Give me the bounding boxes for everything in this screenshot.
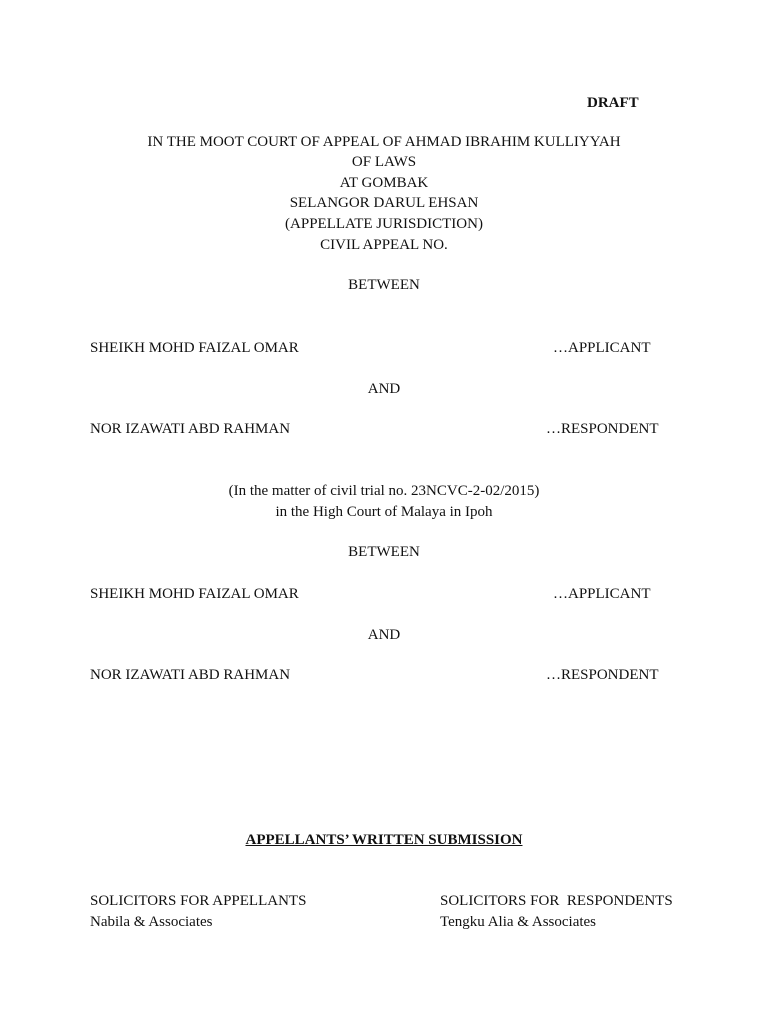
appeal-and: AND bbox=[367, 381, 401, 397]
respondents-solicitors-heading: SOLICITORS FOR RESPONDENTS bbox=[440, 893, 673, 909]
matter-line-1: (In the matter of civil trial no. 23NCVC-2-02/2015) bbox=[228, 483, 540, 499]
appeal-party2-name: NOR IZAWATI ABD RAHMAN bbox=[90, 421, 291, 437]
appeal-party1-name: SHEIKH MOHD FAIZAL OMAR bbox=[90, 340, 299, 356]
trial-between: BETWEEN bbox=[348, 544, 420, 560]
court-line-6: CIVIL APPEAL NO. bbox=[320, 237, 448, 253]
court-line-5: (APPELLATE JURISDICTION) bbox=[285, 216, 483, 232]
court-line-3: AT GOMBAK bbox=[339, 175, 429, 191]
court-line-2: OF LAWS bbox=[351, 154, 417, 170]
appellants-solicitors-heading: SOLICITORS FOR APPELLANTS bbox=[90, 893, 307, 909]
appeal-between: BETWEEN bbox=[348, 277, 420, 293]
draft-label: DRAFT bbox=[587, 95, 639, 111]
court-line-1: IN THE MOOT COURT OF APPEAL OF AHMAD IBRAHIM KULLIYYAH bbox=[147, 134, 621, 150]
trial-party1-role: …APPLICANT bbox=[553, 586, 651, 602]
trial-party2-name: NOR IZAWATI ABD RAHMAN bbox=[90, 667, 291, 683]
matter-line-2: in the High Court of Malaya in Ipoh bbox=[275, 504, 493, 520]
trial-party2-role: …RESPONDENT bbox=[546, 667, 659, 683]
trial-party1-name: SHEIKH MOHD FAIZAL OMAR bbox=[90, 586, 299, 602]
appeal-party2-role: …RESPONDENT bbox=[546, 421, 659, 437]
appellants-solicitors-firm: Nabila & Associates bbox=[90, 914, 213, 930]
trial-and: AND bbox=[367, 627, 401, 643]
court-line-4: SELANGOR DARUL EHSAN bbox=[289, 195, 479, 211]
submission-title: APPELLANTS’ WRITTEN SUBMISSION bbox=[245, 832, 523, 848]
respondents-solicitors-firm: Tengku Alia & Associates bbox=[440, 914, 597, 930]
appeal-party1-role: …APPLICANT bbox=[553, 340, 651, 356]
